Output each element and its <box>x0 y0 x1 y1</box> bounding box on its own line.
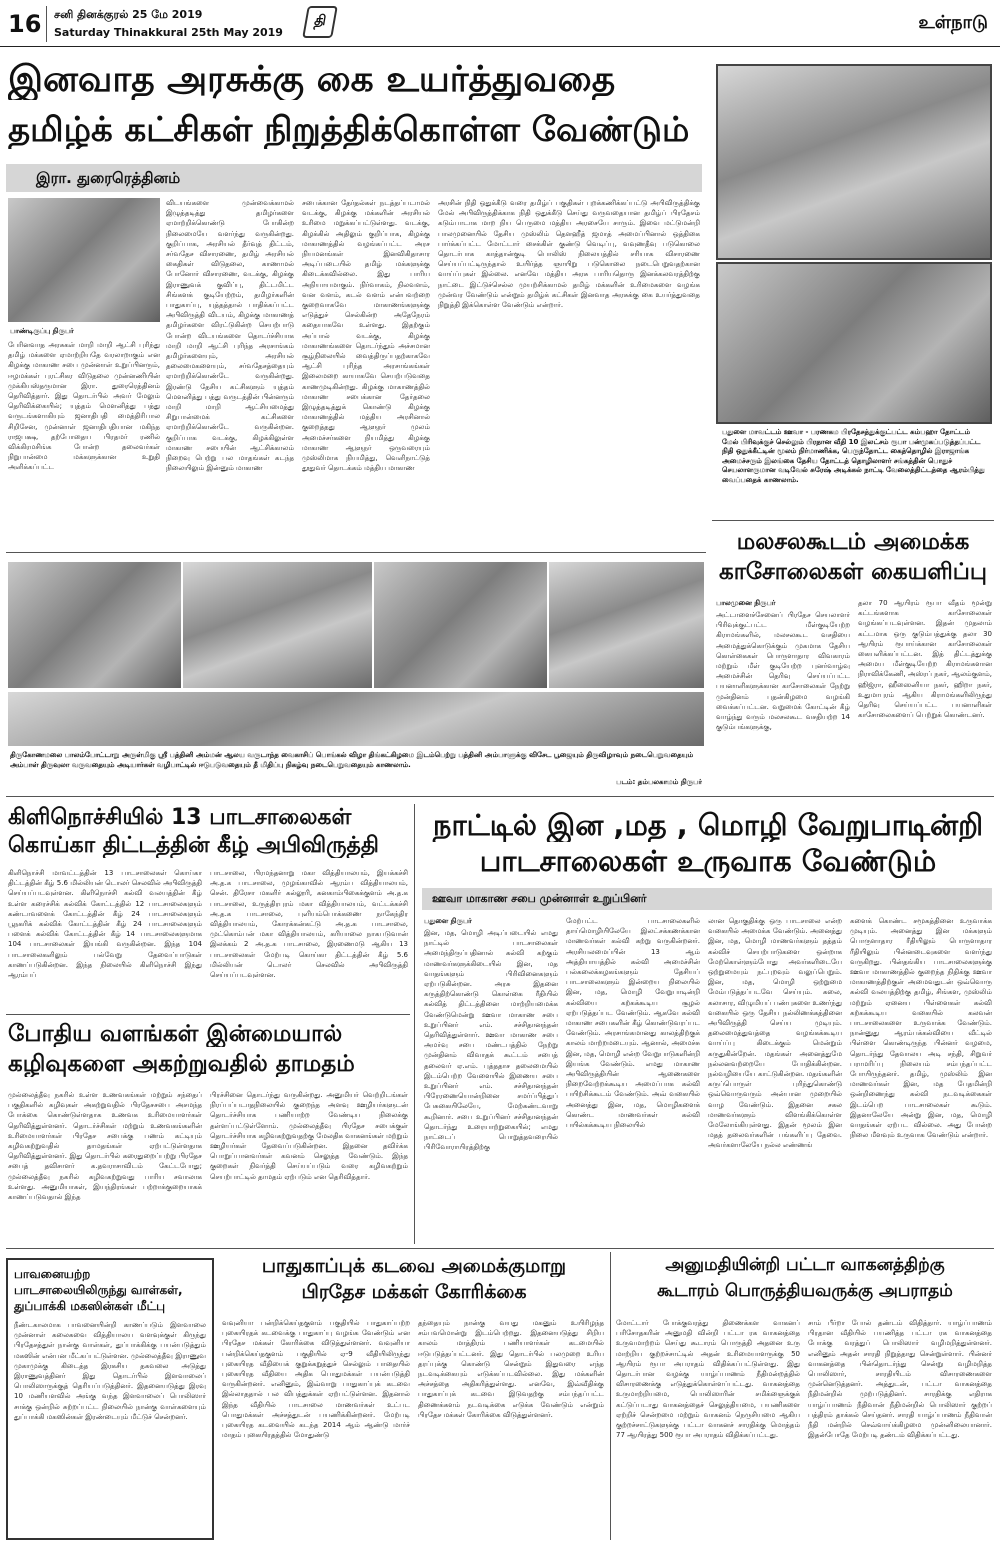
lead-headline-1: இனவாத அரசுக்கு கை உயர்த்துவதை <box>8 60 616 100</box>
language-byline <box>422 888 992 910</box>
festival-photo-3 <box>374 562 547 688</box>
crossing-column-2: தந்தையும் நான்கு வயது மகனும் உயிரிழந்த சம்பவமொன்று இடம்பெற்றது. இதனையடுத்து சிறிய காலம் மாத்திரம் பணியாளர்கள் கடமையில் ஈடுபடுத்தப்பட்டனர். இது தொடர்பில் பலமுறை உரிய தரப்புக்கு கொண்டு சென்றும் இதுவரை எந்த நடவடிக்கையும் எடுக்கப்படவில்லை. இது மக்களின் அச்சத்தை அதிகரித்துள்ளது. எனவே, இவ்வீதிக்கு பாதுகாப்புக் கடவை இடுவதற்கு சம்பந்தப்பட்ட திணைக்களம் நடவடிக்கை எடுக்க வேண்டும் என்றும் பிரதேச மக்கள் கோரிக்கை விடுத்துள்ளனர். <box>418 1319 604 1419</box>
festival-photo-strip <box>8 562 704 688</box>
language-column-3: லான தொகுதிக்கு ஒரு பாடசாலை என்ற வகையில் அமைக்க வேண்டும். அனைத்து இன, மத, மொழி மாணவர்களும் தத்தம் கல்விச் செயற்பாடுகளை ஒன்றாக மேற்கொள்ளும்போது அவர்களிடையே ஒற்றுமையும் நட்புறவும் வலுப்பெறும். இன, மத, மொழி ஒற்றுமை மேம்படுத்தப்படவே செய்யும். கலை, கலாசார, விழுமியப் பண்புகளை உணர்ந்து வகையில் ஒரு தேசிய நல்லிணக்கத்தினை அபிவிருத்தி செய்ய முடியும். தலைமைத்துவத்தை வழங்கக்கூடிய வாய்ப்பு கிடைக்கும் மென்றும் கருதுகின்றேன். மதங்கள் அனைத்துமே நல்லனவற்றையே போதிக்கின்றன. நல்வழியையே காட்டுகின்றன. மதங்களின் கருப்பொருள் புரிந்துகொண்டு ஒவ்வொருவரும் அன்பான முறையில் வாழ வேண்டும். இதனை சகல மாணவர்களும் விளங்கிக்கொள்ள மேலோங்கியுள்ளது. இதன் மூலம் இன மதத் தலைவர்களின் பங்களிப்பு தேவை. அவர்களாலேயே நல்ல எண்ணங் <box>708 917 842 1150</box>
kilinochchi-headline-2: கொய்கா திட்டத்தின் கீழ் அபிவிருத்தி <box>8 834 379 858</box>
festival-photo-1 <box>8 562 181 688</box>
toilet-byline: பாலமுனை நிருபர் <box>716 599 776 607</box>
page-header <box>0 0 1000 48</box>
vehicle-headline-1: அனுமதியின்றி பட்டா வாகனத்திற்கு <box>665 1256 945 1275</box>
waste-headline-2: கழிவுகளை அகற்றுவதில் தாமதம் <box>8 1052 355 1077</box>
lead-column-3: சபைக்கான தேர்தல்கள் நடத்தப்படாமல் வடக்கு, கிழக்கு மக்களின் அரசியல் உரிமை மறுக்கப்பட்டுள்ளது. வடக்கு, கிழக்கில் அதிலும் குறிப்பாக, கிழக்கு மாகாணத்தில் வழங்கப்பட்ட அரச நியமனங்கள் இனவிகிதாசார அடிப்படையில் தமிழ் மக்களுக்கு கிடைக்கவில்லை. இது பாரிய அநியாயமாகும். நிர்வாகம், நிலவளம், வன வளம், கடல் வளம் என்பவற்றை குறைவாகவே மாகாணங்களுக்கு எடுத்துச் செல்கின்ற அதேநேரம் கதையாகவே உள்ளது. இதற்கும் அப்பால் வடக்கு, கிழக்கு மாகாணங்களை தொடர்ந்தும் அச்சமான சூழ்நிலையில் வைத்திருப்பதற்காகவே ஆட்சி புரிந்த அரசாங்கங்கள் இலைமறை காயாகவே செயற்படுவதை காணமுடிகின்றது. கிழக்கு மாகாணத்தில் மாகாண சபைக்கான தேர்தலை இழுத்தடித்துக் கொண்டு கிழக்கு மாகாணத்தில் மத்திய அரசினால் குறைத்தது ஆளுநர் முலம் அமைச்சர்களை நியமித்து கிழக்கு மாகாண ஆளுநர் ஒருவரையும் முஸ்லிமாக நியமித்து, வெளிநாட்டுத் தூதுவர் தொடக்கம் மத்திய மாகாண <box>302 199 430 473</box>
toilet-column-2: தலா 70 ஆயிரம் ரூபா வீதம் மூன்று கட்டங்களாக காசோலைகள் வழங்கப்படவுள்ளன. இதன் முதலாம் கட்டமாக ஒரு குடும்பத்துக்கு தலா 30 ஆயிரம் ரூபாய்க்கான காசோலைகள் கையளிக்கப்பட்டன. இத் திட்டத்துக்கு அமைய மீள்குடியேற்ற கிராமங்களான நிராவிக்கேணி, அஸ்ரப் நகர், ஆலம்குளம், ஹிஜ்ரா, ஹீஸைனியா நகர், ஹிறா நகர், உதுமாபுரம் ஆகிய கிராமங்களிலிருந்து தெரிவு செய்யப்பட்ட பயனாளிகள் காசோலைகளைப் பெற்றுக் கொண்டனர். <box>858 599 992 720</box>
waste-column-2: பிரச்சினை தொடர்ந்து வருகின்றது. அனுமியர் வெற்றிடங்கள் நிரப்பப்படாதநிலையில் குறைந்த அளவு ஊழியர்களுடன் தொடர்ச்சியாக பணியாற்ற வேண்டிய நிலைக்கு தள்ளப்பட்டுள்ளோம். முல்லைத்தீவு பிரதேச சபைக்குள் தொடர்ச்சியாக கழிவகற்றுவதற்கு மேலதிக வாகனங்கள் மற்றும் ஊழியர்கள் தேவைப்படுகின்றன. இதனை தவிர்க்க பொறுப்பானவர்கள் கவனம் செலுத்த வேண்டும். இந்த குறைகள் நிவர்த்தி செய்யப்படும் வரை கழிவகற்றும் செயற்பாட்டில் தாமதம் ஏற்படும் என தெரிவித்தார். <box>210 1091 408 1181</box>
weapons-headline-3: துப்பாக்கி மகஸின்கள் மீட்பு <box>14 1299 166 1313</box>
page-number: 16 <box>8 10 42 38</box>
logo-text: தி <box>313 13 328 29</box>
crossing-headline-2: பிரதேச மக்கள் கோரிக்கை <box>301 1282 527 1303</box>
header-date-english: Saturday Thinakkural 25th May 2019 <box>54 26 283 39</box>
lead-column-2: விடயங்களை முன்வைக்காமல் இழுத்தடித்து தமிழர்களை ஏமாற்றிக்கொண்டு போகின்ற நிலைமையே வளர்ந்து வருகின்றது. குறிப்பாக, அரசியல் தீர்வுத் திட்டம், சர்வதேச விசாரணை, தமிழ் அரசியல் கைதிகள் விடுதலை, காணாமல் போனோர் விசாரணை, வடக்கு, கிழக்கு இராணுவக் குவிப்பு, திட்டமிட்ட சிங்களக் குடியேற்றம், தமிழர்களின் பாதுகாப்பு, யுத்தத்தால் பாதிக்கப்பட்ட அபிவிருத்தி விடயம், கிழக்கு மாகாணத் தமிழர்களை விரட்டுகின்ற செயற்பாடு போன்ற விடயங்களை தொடர்ச்சியாக மாறி மாறி ஆட்சி புரிந்த அரசாங்கம் தமிழர்களையும், அரசியல் தலைமைகளையும், சர்வதேசத்தையும் ஏமாற்றிக்கொண்டே வருகின்றது. இரண்டு தேசிய கட்சிகளும் யுத்தம் மௌனித்து பத்து வருடத்தின் பின்னரும் மாறி மாறி ஆட்சியமைத்து சிறுபான்மைக் கட்சிகளை ஏமாற்றிக்கொண்டே வருகின்றன. குறிப்பாக வடக்கு, கிழக்கிலுள்ள மாகாண சபையின் ஆட்சிக்காலம் நிறைவு பெற்று பல மாதங்கள் கடந்த நிலையிலும் இன்னும் மாகாண <box>166 199 294 473</box>
weapons-text: நீண்டகாலமாக பாவனையின்றி காணப்படும் இளவாலை முன்னாள் கலைகவை வித்தியாலய வளவுக்குள் கிருந்து பிரதேசத்துள் நான்கு வாள்கள், துப்பாக்கிக்கு பயன்படுத்தும் மகஸின் என்பன மீட்கப்பட்டுள்ளன. முல்லைத்தீவு இராணுவ முகாமுக்கு கிடைத்த இரகசிய தகவலை அடுத்து இராணுவத்தினர் இது தொடர்பில் இளவாலைப் பொலிஸாருக்குத் தெரியப்படுத்தினர். இதனையடுத்து இரவு 10 மணியளவில் அங்கு வந்த இளவாலைப் பொலிஸார் சாக்கு ஒன்றில் சுற்றப்பட்ட நிலையில் நான்கு வாள்களையும் துப்பாக்கி மகஸின்கள் இரண்டையும் மீட்டுச் சென்றனர். <box>14 1321 206 1421</box>
crossing-headline-1: பாதுகாப்புக் கடவை அமைக்குமாறு <box>261 1256 567 1277</box>
weapons-box <box>6 1258 214 1540</box>
language-headline-2: பாடசாலைகள் உருவாக வேண்டும் <box>479 846 937 878</box>
lead-photo-credit: பாண்டிருப்பு நிருபர் <box>10 327 74 335</box>
header-date-tamil: சனி தினக்குரல் 25 மே 2019 <box>54 8 203 21</box>
language-column-1: இன, மத, மொழி அடிப்படையில் எமது நாட்டில் பாடசாலைகள் அமைந்திருப்பதினால் கல்வி கற்கும் மாணவர்களுக்கிடையில் இன, மத வாதங்களும் பிரிவினைகளும் ஏற்படுகின்றன. அரசு இதனை கருத்திற்கொண்டு கொள்கை ரீதியில் கல்வித் திட்டத்தினை மாற்றியமைக்க வேண்டுமென்று ஊவா மாகாண சபை உறுப்பினர் எம். சச்சிதானந்தன் தெரிவித்துள்ளார். ஊவா மாகாண சபை அமர்வு சபை மண்டபத்தில் நேற்று முன்தினம் விவாதக் கூட்டம் சபைத் தலைவர் ஏ.எம். புத்ததாச தலைமையில் இடம்பெற்ற வேளையில் இணைய சபை உறுப்பினர் எம். சச்சிதானந்தன் பிரேரணையொன்றினை சமர்ப்பித்துப் பேசுகையிலேயே, மேற்கண்டவாறு கூறினார். சபை உறுப்பினர் சச்சிதானந்தன் தொடர்ந்து உரையாற்றுகையில்; எமது நாட்டைப் பொறுத்தவரையில் பிரிவோராயிரத்திற்கு <box>424 929 558 1152</box>
lead-author-photo <box>8 198 160 322</box>
festival-photo-2 <box>183 562 373 688</box>
toilet-headline-2: காசோலைகள் கையளிப்பு <box>719 560 987 585</box>
language-byline-text: ஊவா மாகாண சபை முன்னாள் உறுப்பினர் <box>432 892 647 905</box>
kilinochchi-column-2: பாடசாலை, பிரமந்தனாறு மகா வித்தியாலயம், இயக்கச்சி அ.த.க பாடசாலை, முழங்காவில் ஆரம்ப வித்தியாலயம், சென். திரேசா மகளிர் கல்லூரி, கனகாம்பிகைக்குளம் அ.த.க பாடசாலை, உருத்திரபுரம் மகா வித்தியாலயம், வட்டக்கச்சி அ.த.க பாடசாலை, புளியம்பொக்கணை நாகேந்திர வித்தியாலயம், கோரக்கன்கட்டு அ.த.க பாடசாலை, முட்கொம்பன் மகா வித்தியாலயம், கரியாலை நாகபடுவான் இலக்கம் 2 அ.த.க பாடசாலை, இரணைமடு ஆகிய 13 பாடசாலைகள் மேற்படி கொய்கா திட்டத்தின் கீழ் 5.6 மில்லியன் டொலர் செலவில் அபிவிருத்தி செய்யப்படவுள்ளன. <box>210 869 408 980</box>
weapons-headline-2: பாடசாலையிலிருந்து வாள்கள், <box>14 1283 183 1297</box>
toilet-headline-1: மலசலகூடம் அமைக்க <box>736 530 970 555</box>
kilinochchi-headline-1: கிளிநொச்சியில் 13 பாடசாலைகள் <box>8 806 352 830</box>
lead-headline-2: தமிழ்க் கட்சிகள் நிறுத்திக்கொள்ள வேண்டும் <box>8 112 690 150</box>
lead-byline-text: இரா. துரைரெத்தினம் <box>36 169 181 187</box>
roadwork-caption: பதுளை மாவட்டம் ஊவா - பரணகம பிரதேசத்துக்குட்பட்ட கம்பஹா தோட்டம் மேல் பிரிவுக்குச் செல்லும் பிரதான வீதி 10 இலட்சம் ரூபா பன்முகப்படுத்தப்பட்ட நிதி ஒதுக்கீட்டின் மூலம் நிர்மாணிக்க, பெருந்தோட்ட கைத்தொழில் இராஜாங்க அமைச்சரும் இலங்கை தேசிய தோட்டத் தொழிலாளர் சங்கத்தின் பொதுச் செயலாளருமான வடிவேல் சுரேஷ் அடிக்கல் நாட்டி வேலைத்திட்டத்தை ஆரம்பித்து வைப்பதைக் காணலாம். <box>722 428 985 484</box>
waste-column-1: முல்லைத்தீவு நகரில் உள்ள உணவகங்கள் மற்றும் சந்தைப் பகுதிகளில் கழிவுகள் அகற்றுவதில் பிரதேசசபை அசமந்த போக்கை கொண்டுள்ளதாக உணவக உரிமையாளர்கள் தெரிவித்துள்ளனர். தொடர்ச்சிகள் மற்றும் உணவகங்களின் உரிமையாளர்கள் பிரதேச சபைக்கு பணம் கட்டியும் கழிவகற்றுவதில் தாமதங்கள் ஏற்பட்டுள்ளதாக தெரிவித்துள்ளனர். இது தொடர்பில் கரைதுறைப்பற்று பிரதேச சபைத் தவிசாளர் க.தவராசாவிடம் கேட்டபோது; முல்லைத்தீவு நகரில் கழிவகற்றுவது பாரிய சவாலாக உள்ளது. அனுமியாகள், இயந்திரங்கள் பற்றாக்குறையாகக் காணப்படுவதால் இந்த <box>8 1091 202 1202</box>
toilet-column-1: அட்டாளைச்சேனைப் பிரதேச செயலாளர் பிரிவுக்குட்பட்ட மீள்குடியேற்ற கிராமங்களில், மலசலகூட வசதியை அமைத்துக்கொடுக்கும் முகமாக தேசிய கொள்கைகள் பொருளாதார விவகாரம் மற்றும் மீள் குடியேற்ற புனர்வாழ்வு அமைச்சின் தெரிவு செய்யப்பட்ட பயனாளிகளுக்கான காசோலைகள் நேற்று முன்தினம் புதன்கிழமை வழங்கி வைக்கப்பட்டன. வறுமைக் கோட்டின் கீழ் வாழ்ந்து வரும் மலசலகூட வசதியற்ற 14 குடும்பங்களுக்கு, <box>716 611 850 732</box>
language-column-2: மேற்பட்ட பாடசாலைகளில் தாய்மொழியிலேயே இலட்சக்கணக்கான மாணவர்கள் கல்வி கற்று வருகின்றனர். அரசியலமைப்பின் 13 ஆம் அத்தியாயத்தில் கல்வி அமைச்சின் பல்கலைக்கழகங்களும் தேசியப் பாடசாலைகளும் இன்றைய நிலையில் இன, மத, மொழி வேறுபாடின்றி கல்வியை கற்கக்கூடிய சூழல் ஏற்படுத்தப்பட வேண்டும். ஆகவே கல்வி மாகாண சபைகளின் கீழ் கொண்டுவரப்பட வேண்டும். அரசாங்கமானது காலத்திற்குக் காலம் மாற்றமடையும். ஆனால், அமைச்சு இன, மத, மொழி என்ற வேறுபாடுகளின்றி இயங்க வேண்டும். எமது மாகாண அபிவிருத்தியின் ஆணைகளை நிறைவேற்றக்கூடிய அமைப்பாக கல்வி பயிற்சிக்கூடம் வேண்டும். அவ் வகையில் அனைத்து இன, மத, மொழிகளைக் கொண்ட மாணவர்கள் கல்வி பயில்கக்கூடிய நிலையில் <box>566 917 700 1130</box>
language-column-4: களைக் கொண்ட சமூகத்தினை உருவாக்க முடியும். அனைத்து இன மக்களும் பொருளாதார ரீதியிலும் பொருளாதார ரீதியிலும் பின்னடைவுகளை வளர்ந்து வருகிறது. பின்தங்கிய பாடசாலைகளுக்கு ஊவா மாகாணத்தில் குறைந்த நிதிக்கு ஊவா மாகாணத்திற்குள் அமைவதுடன் ஒவ்வொரு கல்வி வலயத்திற்கு தமிழ், சிங்கள, முஸ்லிம் மற்றும் ஏனைய பிள்ளைகள் கல்வி கற்கக்கூடிய வகையில் கலவன் பாடசாலைகளை உருவாக்க வேண்டும். நான்னுது ஆரம்பக்கல்வியை வீட்டில் பிள்ளை கொண்டிருந்த பின்னர் வழமை, தொடர்ந்து தேவாலய அடி சந்தி, சிறுவர் பராமரிப்பு நிலையம் சம்பந்தப்பட்ட போயிருந்தனர். தமிழ், முஸ்லிம் இன மாணவர்கள் இன, மத பேதமின்றி ஒன்றிணைந்து கல்வி நடவடிக்கைகள் இடம்பெற பாடசாலைகள் கூடும். இதனாலேயே அன்று இன, மத, மொழி வாதங்கள் ஏற்பட வில்லை. அது போன்ற நிலை மீளவும் உருவாக வேண்டும் என்றார். <box>850 917 992 1140</box>
lead-column-1: பேரினவாத அரசுகள் மாறி மாறி ஆட்சி புரிந்து தமிழ் மக்களை ஏமாற்றியதே வரலாறாகும் என கிழக்கு மாகாண சபை முன்னாள் உறுப்பினரும், ஈழமக்கள் புரட்சிகர விடுதலை முன்னணியின் முக்கியஸ்தருமான இரா. துரைரெத்தினம் தெரிவித்தார். இது தொடர்பில் அவர் மேலும் தெரிவிக்கையில்; யுத்தம் மௌனித்து பத்து வருடங்களாகியும் ஜனாதிபதி மைத்திரிபால சிறிசேன, முன்னாள் ஜனாதிபதியான மகிந்த ராஜபக்ஷ, தற்போதைய பிரதமர் ரணில் விக்கிரமசிங்க போன்ற தலைவர்கள் நிறுபான்மை மக்களுக்கான உறுதி அளிக்கப்பட்ட <box>8 341 160 472</box>
weapons-headline-1: பாவனையற்ற <box>14 1267 91 1281</box>
crossing-column-1: வவுனியா பன்றிக்கெய்தகுளம் பகுதியில் பாதுகாப்பற்ற புகையிரதக் கடவைக்கு பாதுகாப்பு வழங்க வேண்டும் என பிரதேச மக்கள் கோரிக்கை விடுத்துள்ளனர். வவுனியா பன்றிக்கெய்தகுளம் பகுதியில் ஏ-9 வீதியிலிருந்து புகையிரத வீதியைக் குறுக்கறுத்துச் செல்லும் பாதையில் புகையிரத வீதியை அதிக பொதுமக்கள் பயன்படுத்தி வருகின்றனர். எனினும், இவ்வாறு பாதுகாப்புக் கடவை இல்லாததால் பல விபத்துக்கள் ஏற்பட்டுள்ளன. இதனால் இந்த வீதியில் பாடசாலை மாணவர்கள் உட்பட பொதுமக்கள் அச்சத்துடன் பயணிக்கின்றனர். மேற்படி புகையிரத கடவையில் கடந்த 2014 ஆம் ஆண்டு மார்ச் மாதம் புகையிரதத்தில் மோதுண்டு <box>222 1319 410 1440</box>
festival-photo-5 <box>8 692 704 746</box>
kilinochchi-column-1: கிளிநொச்சி மாவட்டத்தின் 13 பாடசாலைகள் கொய்கா திட்டத்தின் கீழ் 5.6 மில்லியன் டொலர் செலவில் அபிவிருத்தி செய்யப்படவுள்ளன. கிளிநொச்சி கல்வி வலயத்தின் கீழ் உள்ள கரைச்சிக் கல்விக் கோட்டத்தில் 12 பாடசாலைகளும் கண்டாவளைக் கோட்டத்தின் கீழ் 24 பாடசாலைகளும் பூநகரிக் கல்விக் கோட்டத்தின் கீழ் 24 பாடசாலைகளும் பளைக் கல்விக் கோட்டத்தின் கீழ் 14 பாடசாலைகளுமாக 104 பாடசாலைகள் இயங்கி வருகின்றன. இந்த 104 பாடசாலைகளிலும் பல்வேறு தேவைப்பாடுகள் காணப்படுகின்றன. இந்த நிலையில் கிளிநொச்சி இந்து ஆரம்பப் <box>8 869 202 980</box>
lead-column-4: அரசின் நிதி ஒதுக்கீடு வரை தமிழ்ப் பகுதிகள் புறக்கணிக்கப்பட்டு அபிவிருத்திக்கு மேல் அபிவிருத்திக்காக நிதி ஒதுக்கீடு செய்து வருவதையான தமிழ்ப் பிரதேசம் கடும்பாடாக மாற நிய பெருமை மத்திய அரசையே சாரும். இவை மட்டுமன்றி பாலமுனையில் தேசிய முஸ்லிம் தௌஹீத் ஜமாத் அமைப்பினால் ஒத்திகை பார்க்கப்பட்ட மோட்டார் சைக்கிள் குண்டு வெடிப்பு, வவுணதீவு படுகொலை தொடர்பாக காத்தான்குடி பொலிஸ் நிலையத்தில் சரியாக விசாரணை செய்யப்பட்டிருந்தால் உயிர்த்த ஞாயிறு படுகொலை நடைபெறுவதற்கான வாய்ப்புகள் இல்லை. எனவே மத்திய அரசு பாரியதொரு இனக்கலவரத்திற்கு நாட்டை இட்டுச்செல்ல முயற்சிக்காமல் தமிழ் மக்களின் உரிமைகளை வழங்க முன்வர வேண்டும் என்றும் தமிழ்க் கட்சிகள் இனவாத அரசுக்கு கை உயர்த்துவதை நிறுத்தி இக்கொள்ள வேண்டும் என்றார். <box>438 199 700 310</box>
vehicle-column-2: சாம் பீர்றா போல் தண்டம் விதித்தார். யாழ்ப்பாணம் பிரதான வீதியில் பயணித்த பட்டா ரக வாகனத்தை போக்கு வரத்துப் பொலிஸார் வழிமறித்துள்ளனர். எனினும் அதன் சாரதி நிறுத்தாது சென்றுள்ளார். பின்னர் வாகனத்தை பின்தொடர்ந்து சென்று வழிமறித்த பொலிஸார், சாரதியிடம் விசாரணைகளை முன்னெடுத்தனர். அத்துடன், பட்டா வாகனத்தை நீதிமன்றில் முற்படுத்தினர். சாரதிக்கு எதிராக யாழ்ப்பாணம் நீதிவான் நீதிமன்றில் பொலிஸார் குற்றப் பத்திரம் தாக்கல் செய்தனர். சாரதி யாழ்ப்பாணம் நீதிவான் நீதி மன்றில் செவ்வாய்க்கிழமை முன்னிலையானார். இதன்போதே மேற்படி தண்டம் விதிக்கப்பட்டது. <box>808 1319 992 1440</box>
roadwork-photo-1 <box>716 64 992 260</box>
newspaper-logo <box>302 6 338 38</box>
waste-headline-1: போதிய வளங்கள் இன்மையால் <box>8 1022 343 1047</box>
language-dateline: பதுளை நிருபர் <box>424 917 472 925</box>
festival-photo-credit: படம்: தம்பலகாமம் நிருபர் <box>616 778 702 786</box>
vehicle-headline-2: கூடாரம் பொருத்தியவருக்கு அபராதம் <box>657 1282 953 1301</box>
lead-byline <box>6 164 702 192</box>
festival-caption: திருகோணமலை பாலம்போட்டாறு அருள்மிகு ஸ்ரீ பத்தினி அம்மன் ஆலய வருடாந்த வைகாசிப் பொங்கல் விழா திங்கட்கிழமை இடம்பெற்று பத்தினி அம்பாளுக்கு விசேட பூஜையும் திருவிழாவும் நடைபெறுவதையும் அம்பாள் திருவுலா வருவதையும் அடியார்கள் வழிபாட்டில் ஈடுபடுவதையும் தீ மிதிப்பு நிகழ்வு நடைபெறுவதையும் காணலாம். <box>10 751 694 769</box>
language-headline-1: நாட்டில் இன ,மத , மொழி வேறுபாடின்றி <box>432 810 984 842</box>
festival-photo-4 <box>549 562 704 688</box>
vehicle-column-1: மோட்டார் போக்குவரத்து திணைக்கள வாகனப் பரிசோதகரின் அனுமதி வின்றி பட்டா ரக வாகனத்தை உருவமாற்றம் செய்து கூடாரம் பொருத்தி அதனை உரு மாற்றிய குற்றச்சாட்டில் அதன் உரிமையாளருக்கு 50 ஆயிரம் ரூபா அபராதம் விதிக்கப்பட்டுள்ளது. இது தொடர்பான வழக்கு யாழ்ப்பாணம் நீதிமன்றத்தில் விசாரணைக்கு எடுத்துக்கொள்ளப்பட்டது. வாகனத்தை உருமாற்றியமை, பொலிஸாரின் சமிக்ஞைக்குக் கட்டுப்படாது வாகனத்தைச் செலுத்தியமை, பயணிகளை ஏற்றிச் சென்றமை மற்றும் வாகனம் நெருசியமை ஆகிய குற்றச்சாட்டுகளுக்கு பட்டா வாகனச் சாரதிக்கு மொத்தம் 77 ஆயிரத்து 500 ரூபா அபராதம் விதிக்கப்பட்டது. <box>616 1319 800 1440</box>
roadwork-photo-2 <box>716 262 992 424</box>
section-name: உள்நாடு <box>918 12 988 33</box>
